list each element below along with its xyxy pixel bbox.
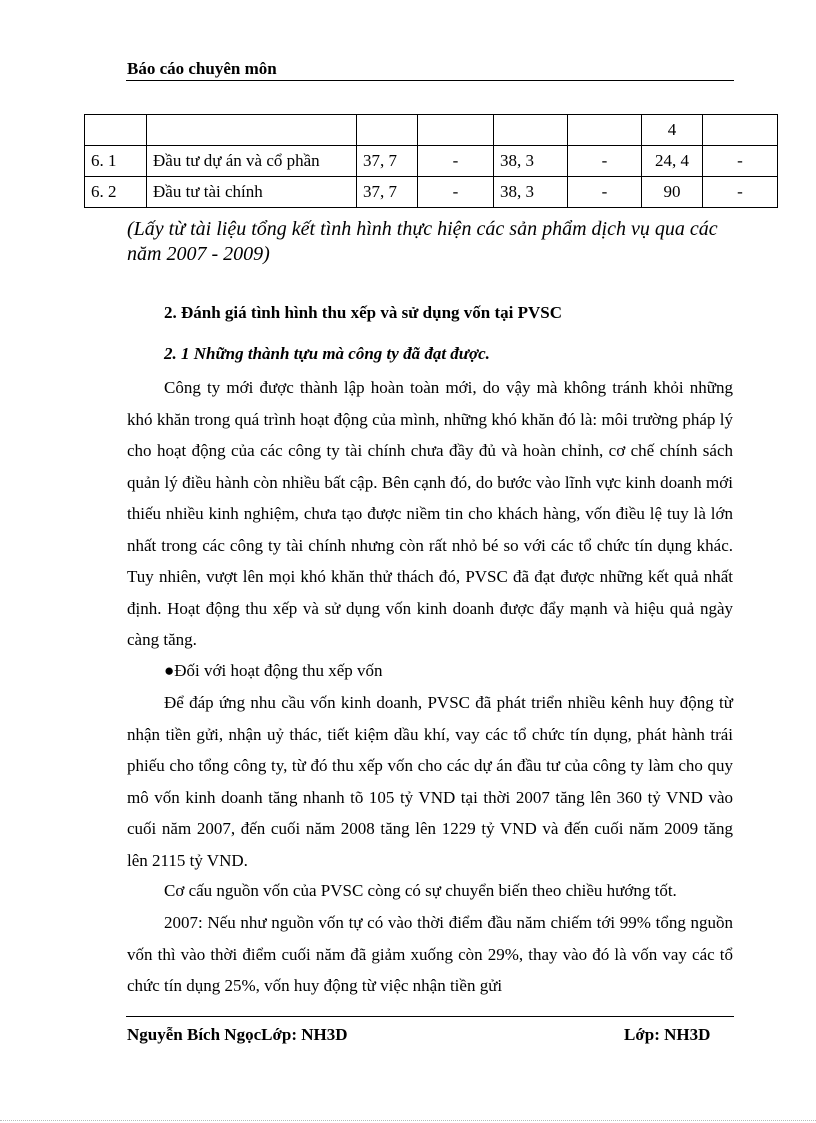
table-cell: -: [703, 146, 778, 177]
table-cell: -: [703, 177, 778, 208]
table-cell: -: [418, 146, 494, 177]
table-cell: 37, 7: [357, 177, 418, 208]
table-cell: 90: [642, 177, 703, 208]
table-row: [85, 146, 778, 177]
table-cell: 6. 1: [85, 146, 147, 177]
bullet-item: [164, 655, 734, 687]
footer-class: Lớp: NH3D: [624, 1025, 711, 1044]
table-cell: [494, 115, 568, 146]
subsection-heading: 2. 1 Những thành tựu mà công ty đã đạt được.: [164, 344, 490, 363]
paragraph-intro: Công ty mới được thành lập hoàn toàn mới, do vậy mà không tránh khỏi những khó khăn trong quá trình hoạt động của mình, những khó khăn đó là: môi trường pháp lý cho hoạt động của các công ty tài chính chưa đầy đủ và hoàn chỉnh, cơ chế chính sách quản lý điều hành còn nhiều bất cập. Bên cạnh đó, do bước vào lĩnh vực kinh doanh mới thiếu nhiều kinh nghiệm, chưa tạo được niềm tin cho khách hàng, vốn điều lệ tuy là lớn nhất trong các công ty tài chính nhưng còn rất nhỏ bé so với các tổ chức tín dụng khác. Tuy nhiên, vượt lên mọi khó khăn thử thách đó, PVSC đã đạt được những kết quả nhất định. Hoạt động thu xếp và sử dụng vốn kinh doanh được đẩy mạnh và hiệu quả ngày càng tăng.: [127, 378, 733, 649]
table-cell: [568, 115, 642, 146]
paragraph-2007: 2007: Nếu như nguồn vốn tự có vào thời điểm đầu năm chiếm tới 99% tổng nguồn vốn thì vào thời điểm cuối năm đã giảm xuống còn 29%, thay vào đó là vốn vay các tổ chức tín dụng 25%, vốn huy động từ việc nhận tiền gửi: [127, 913, 733, 995]
section-heading: 2. Đánh giá tình hình thu xếp và sử dụng vốn tại PVSC: [164, 303, 563, 322]
table-cell: 4: [642, 115, 703, 146]
table-cell: [85, 115, 147, 146]
table-cell: -: [418, 177, 494, 208]
paragraph-capital-raising: Để đáp ứng nhu cầu vốn kinh doanh, PVSC đã phát triển nhiều kênh huy động từ nhận tiền gửi, nhận uỷ thác, tiết kiệm dầu khí, vay các tổ chức tín dụng, phát hành trái phiếu cho tổng công ty, từ đó thu xếp vốn cho các dự án đầu tư của công ty làm cho quy mô vốn kinh doanh tăng nhanh tõ 105 tỷ VND tại thời 2007 tăng lên 360 tỷ VND vào cuối năm 2007, đến cuối năm 2008 tăng lên 1229 tỷ VND và đến cuối năm 2009 tăng lên 2115 tỷ VND.: [127, 693, 733, 870]
table-row: [85, 115, 778, 146]
table-source-note: (Lấy từ tài liệu tổng kết tình hình thực hiện các sản phẩm dịch vụ qua các năm 2007 - 2009): [127, 218, 718, 265]
table-cell: Đầu tư dự án và cổ phần: [147, 146, 357, 177]
table-cell: [703, 115, 778, 146]
table-row: [85, 177, 778, 208]
table-cell: [357, 115, 418, 146]
table-cell: 24, 4: [642, 146, 703, 177]
table-cell: 38, 3: [494, 146, 568, 177]
investment-table: [84, 114, 778, 208]
header-divider: [126, 80, 734, 81]
bullet-icon: ●: [164, 661, 175, 680]
table-cell: 37, 7: [357, 146, 418, 177]
table-cell: 6. 2: [85, 177, 147, 208]
table-cell: 38, 3: [494, 177, 568, 208]
footer-author: Nguyễn Bích NgọcLớp: NH3D: [127, 1025, 348, 1044]
paragraph-capital-structure: Cơ cấu nguồn vốn của PVSC còng có sự chuyển biến theo chiều hướng tốt.: [164, 881, 677, 900]
table-cell: Đầu tư tài chính: [147, 177, 357, 208]
page-header-title: Báo cáo chuyên môn: [127, 59, 277, 78]
table-cell: [418, 115, 494, 146]
page-edge-divider: [0, 1120, 816, 1121]
table-cell: [147, 115, 357, 146]
bullet-text: Đối với hoạt động thu xếp vốn: [174, 661, 383, 680]
table-cell: -: [568, 146, 642, 177]
footer-divider: [126, 1016, 734, 1017]
table-cell: -: [568, 177, 642, 208]
